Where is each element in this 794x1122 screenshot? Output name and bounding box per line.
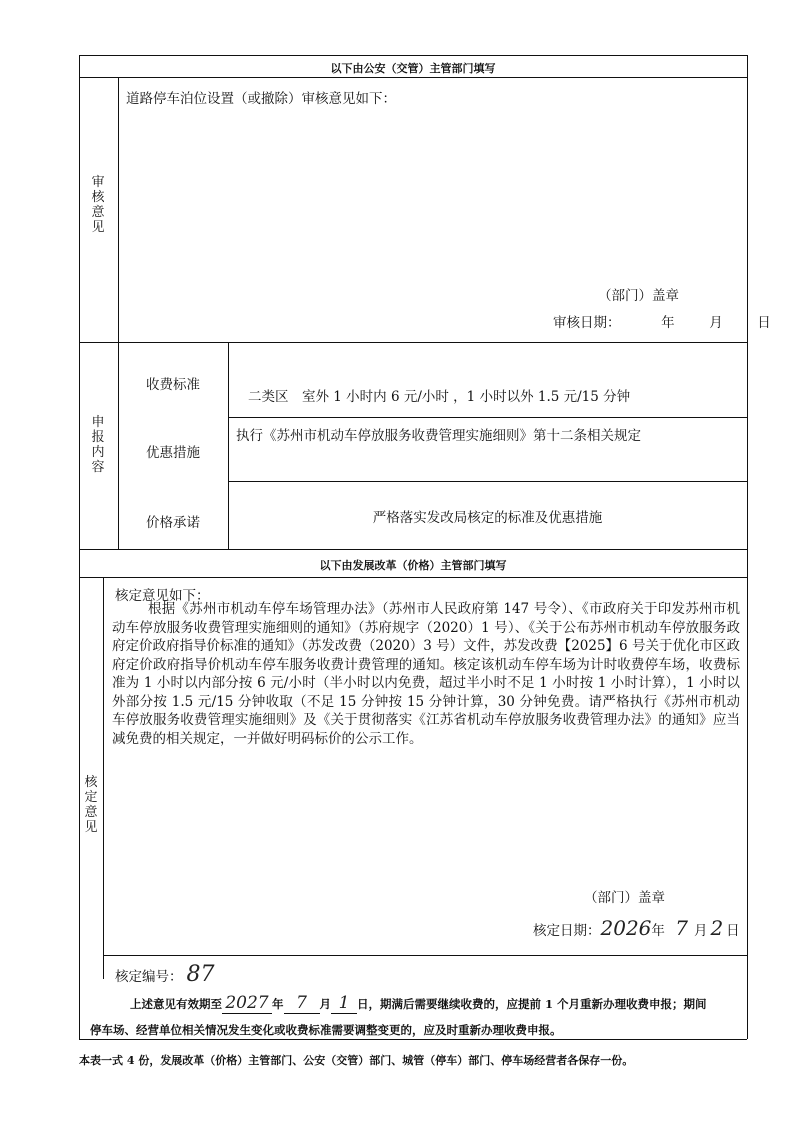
approval-year-unit: 年 — [651, 923, 665, 939]
validity-month-unit: 月 — [319, 997, 331, 1011]
review-month-unit: 月 — [709, 315, 723, 331]
declaration-label: 申报内容 — [91, 415, 105, 475]
validity-year-unit: 年 — [272, 997, 284, 1011]
serial-value: 87 — [186, 962, 215, 987]
validity-line-2: 停车场、经营单位相关情况发生变化或收费标准需要调整变更的，应及时重新办理收费申报。 — [90, 1023, 562, 1037]
approval-date — [533, 916, 740, 940]
fee-standard-label: 收费标准 — [146, 377, 200, 393]
approval-label: 核定意见 — [84, 775, 98, 835]
price-commitment-content: 严格落实发改局核定的标准及优惠措施 — [372, 510, 603, 526]
review-date-label: 审核日期： — [553, 315, 621, 331]
review-prompt: 道路停车泊位设置（或撤除）审核意见如下： — [126, 91, 396, 107]
review-date — [553, 311, 771, 331]
price-commitment-label: 价格承诺 — [146, 515, 200, 531]
footer-note: 本表一式 4 份，发展改革（价格）主管部门、公安（交管）部门、城管（停车）部门、停车场经营者各保存一份。 — [79, 1054, 634, 1067]
review-year-unit: 年 — [661, 315, 675, 331]
review-day-unit: 日 — [757, 315, 771, 331]
serial-label: 核定编号： — [115, 969, 183, 985]
approval-intro: 核定意见如下： — [115, 588, 210, 604]
approval-body: 根据《苏州市机动车停车场管理办法》（苏州市人民政府第 147 号令）、《市政府关于印发苏州市机动车停放服务收费管理实施细则的通知》（苏府规字（2020）1 号）、《关于公布苏州市机动车停放服务政府定价政府指导价标准的通知》（苏发改费（2020）3 号）文件，苏发改费【2025】6 号关于优化市区政府定价政府指导价机动车停车服务收费计费管理的通知。核定该机动车停车场为计时收费停车场，收费标准为 1 小时以内部分按 6 元/小时（半小时以内免费，超过半小时不足 1 小时按 1 小时计算），1 小时以外部分按 1.5 元/15 分钟收取（不足 15 分钟按 15 分钟计算，30 分钟免费。请严格执行《苏州市机动车停放服务收费管理实施细则》及《关于贯彻落实《江苏省机动车停放服务收费管理办法》的通知》应当减免费的相关规定，一并做好明码标价的公示工作。 — [112, 601, 740, 747]
approval-date-day: 2 — [710, 916, 724, 940]
approval-day-unit: 日 — [726, 923, 740, 939]
approval-date-year: 2026 — [600, 916, 652, 940]
validity-suffix: 日，期满后需要继续收费的，应提前 1 个月重新办理收费申报；期间 — [357, 997, 707, 1011]
public-security-header: 以下由公安（交管）主管部门填写 — [330, 62, 496, 75]
discount-label: 优惠措施 — [146, 445, 200, 461]
drc-header: 以下由发展改革（价格）主管部门填写 — [319, 559, 507, 572]
validity-year: 2027 — [222, 993, 272, 1014]
approval-date-label: 核定日期： — [533, 923, 601, 939]
review-seal: （部门）盖章 — [598, 288, 679, 304]
validity-day: 1 — [331, 993, 357, 1014]
validity-line-1 — [130, 993, 707, 1014]
review-label: 审核意见 — [91, 175, 105, 235]
approval-month-unit: 月 — [693, 923, 708, 939]
approval-seal: （部门）盖章 — [584, 890, 665, 906]
approval-date-month: 7 — [675, 916, 688, 940]
fee-standard-content: 二类区 室外 1 小时内 6 元/小时 ，1 小时以外 1.5 元/15 分钟 — [248, 389, 631, 405]
validity-month: 7 — [284, 993, 320, 1014]
validity-prefix: 上述意见有效期至 — [130, 997, 222, 1011]
discount-content: 执行《苏州市机动车停放服务收费管理实施细则》第十二条相关规定 — [236, 428, 641, 444]
serial-number — [115, 962, 215, 987]
